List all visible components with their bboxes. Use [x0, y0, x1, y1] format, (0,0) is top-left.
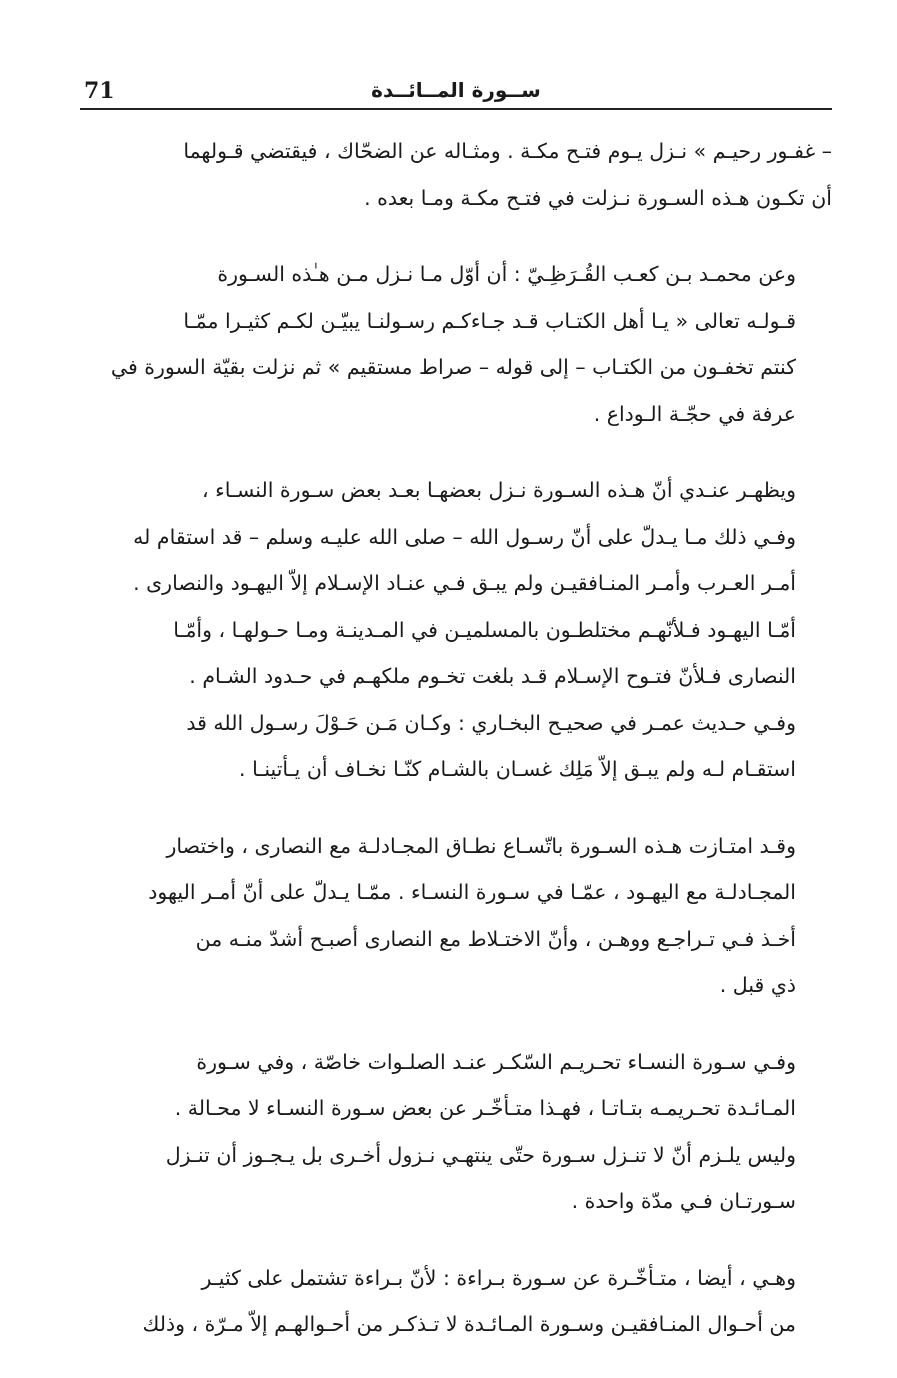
- paragraph: [80, 1039, 832, 1225]
- paragraph: [80, 823, 832, 1009]
- body-text: [80, 128, 832, 1378]
- text-line: أمـر العـرب وأمـر المنـافقيـن ولم يبـق فـي عنـاد الإسـلام إلاّ اليهـود والنصارى .: [133, 571, 796, 595]
- text-line: وليس يلـزم أنّ لا تنـزل سـورة حتّى ينتهـي نـزول أخـرى بل يـجـوز أن تنـزل: [165, 1142, 796, 1167]
- text-line: استقـام لـه ولم يبـق إلاّ مَلِك غسـان بالشـام كنّـا نخـاف أن يـأتينـا .: [239, 757, 796, 781]
- text-line: وهـي ، أيضا ، متـأخّـرة عن سـورة بـراءة : لأنّ بـراءة تشتمل على كثيـر: [201, 1265, 796, 1290]
- text-line: وقـد امتـازت هـذه السـورة باتّسـاع نطـاق المجـادلـة مع النصارى ، واختصار: [166, 833, 796, 858]
- text-line: أخـذ فـي تـراجـع ووهـن ، وأنّ الاختـلاط مع النصارى أصبـح أشدّ منـه من: [195, 926, 796, 951]
- text-line: سـورتـان فـي مدّة واحدة .: [571, 1189, 796, 1213]
- text-line: أمّـا اليهـود فـلأنّهـم مختلطـون بالمسلميـن في المـدينـة ومـا حـولهـا ، وأمّـا: [173, 617, 796, 642]
- text-line: عرفة في حجّـة الـوداع .: [593, 401, 796, 426]
- text-line: المجـادلـة مع اليهـود ، عمّـا في سـورة النسـاء . ممّـا يـدلّ على أنّ أمـر اليهود: [148, 880, 796, 904]
- header-rule: [80, 108, 832, 110]
- paragraph: [80, 251, 832, 437]
- text-line: وفـي ذلك مـا يـدلّ على أنّ رسـول الله – صلى الله عليـه وسلم – قد استقام له: [133, 524, 796, 549]
- text-line: وفـي سـورة النسـاء تحـريـم السّكـر عنـد الصلـوات خاصّة ، وفي سـورة: [196, 1049, 796, 1074]
- text-line: وعن محمـد بـن كعـب القُـرَظِـيّ : أن أوّل مـا نـزل مـن هـٰذه السـورة: [217, 262, 796, 286]
- paragraph: [80, 467, 832, 793]
- text-line: كنتم تخفـون من الكتـاب – إلى قوله – صراط مستقيم » ثم نزلت بقيّة السورة في: [110, 355, 796, 379]
- text-line: – غفـور رحيـم » نـزل يـوم فتـح مكـة . ومثـاله عن الضحّاك ، فيقتضي قـولهما: [183, 139, 832, 163]
- page-number: 71: [84, 78, 115, 104]
- running-title: ســورة المــائــدة: [371, 78, 541, 102]
- text-line: ذي قبل .: [719, 973, 796, 997]
- text-line: المـائـدة تحـريمـه بتـاتـا ، فهـذا متـأخّـر عن بعض سـورة النسـاء لا محـالة .: [174, 1096, 796, 1120]
- paragraph: [80, 1255, 832, 1348]
- text-line: من أحـوال المنـافقيـن وسـورة المـائـدة لا تـذكـر من أحـوالهـم إلاّ مـرّة ، وذلك: [142, 1312, 796, 1336]
- text-line: ويظهـر عنـدي أنّ هـذه السـورة نـزل بعضهـا بعـد بعض سـورة النسـاء ،: [201, 478, 796, 502]
- text-line: وفـي حـديث عمـر في صحيـح البخـاري : وكـان مَـن حَـوْلَ رسـول الله قد: [186, 710, 796, 735]
- page-header: [80, 74, 832, 108]
- text-line: أن تكـون هـذه السـورة نـزلت في فتـح مكـة ومـا بعده .: [364, 185, 832, 210]
- paragraph: [80, 128, 832, 221]
- text-line: النصارى فـلأنّ فتـوح الإسـلام قـد بلغت تخـوم ملكهـم في حـدود الشـام .: [189, 664, 796, 688]
- text-line: قـولـه تعالى « يـا أهل الكتـاب قـد جـاءكـم رسـولنـا يبيّـن لكـم كثيـرا ممّـا: [183, 308, 796, 333]
